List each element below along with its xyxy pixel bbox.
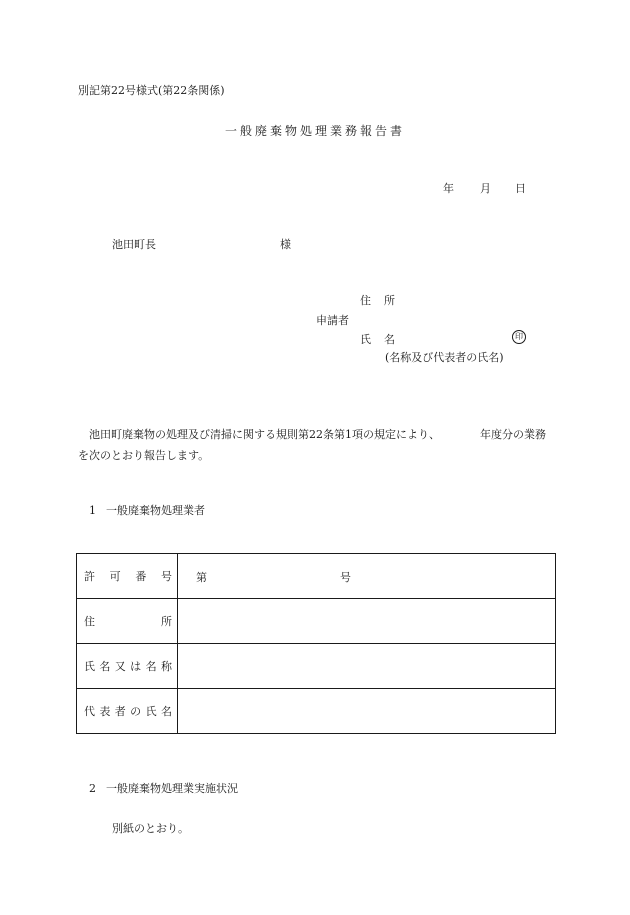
applicant-address-label-1: 住 (360, 294, 371, 307)
permit-number-label (77, 554, 178, 599)
section-2-heading (89, 780, 238, 796)
section-1-number: 1 (89, 504, 96, 517)
address-label (77, 599, 178, 644)
table-row (77, 644, 556, 689)
document-title: 一般廃棄物処理業務報告書 (224, 124, 405, 138)
label-char: は (130, 660, 142, 673)
label-char: 住 (84, 615, 95, 628)
report-statement-part-2: 年度分の業務を次のとおり報告します。 (78, 428, 546, 462)
date-day: 日 (515, 182, 526, 195)
addressee-honorific: 様 (280, 238, 291, 251)
report-statement (78, 424, 556, 466)
section-1-heading (89, 502, 205, 518)
label-char: 所 (161, 615, 172, 628)
representative-label (77, 689, 178, 734)
label-char: 名 (160, 705, 172, 718)
applicant-address-label-2: 所 (384, 294, 395, 307)
label-char: 名 (99, 660, 111, 673)
label-char: 許 (84, 570, 95, 583)
representative-field[interactable] (178, 689, 556, 734)
label-char: 又 (114, 660, 126, 673)
label-char: の (130, 705, 142, 718)
form-number-label: 別記第22号様式(第22条関係) (78, 84, 225, 97)
label-char: 名 (145, 660, 157, 673)
addressee-name: 池田町長 (112, 238, 156, 251)
label-char: 称 (160, 660, 172, 673)
applicant-name-note: (名称及び代表者の氏名) (385, 351, 504, 364)
seal-mark: 印 (512, 330, 526, 344)
label-char: 者 (114, 705, 126, 718)
address-field[interactable] (178, 599, 556, 644)
section-2-number: 2 (89, 782, 96, 795)
applicant-name-label-2: 名 (384, 333, 395, 346)
permit-number-suffix: 号 (340, 571, 351, 584)
date-year: 年 (443, 182, 454, 195)
table-row (77, 689, 556, 734)
name-field[interactable] (178, 644, 556, 689)
label-char: 番 (135, 570, 147, 583)
applicant-name-label-1: 氏 (360, 333, 371, 346)
section-1-title: 一般廃棄物処理業者 (106, 504, 205, 517)
permit-number-prefix: 第 (196, 571, 207, 584)
applicant-label: 申請者 (316, 314, 349, 327)
date-month: 月 (480, 182, 491, 195)
label-char: 表 (99, 705, 111, 718)
report-statement-part-1: 池田町廃棄物の処理及び清掃に関する規則第22条第1項の規定により、 (89, 428, 440, 441)
table-row (77, 554, 556, 599)
table-row (77, 599, 556, 644)
operator-info-table (76, 553, 556, 734)
label-char: 氏 (84, 660, 95, 673)
label-char: 号 (160, 570, 172, 583)
label-char: 氏 (145, 705, 157, 718)
label-char: 代 (84, 705, 95, 718)
label-char: 可 (109, 570, 121, 583)
section-2-note: 別紙のとおり。 (112, 822, 189, 835)
section-2-title: 一般廃棄物処理業実施状況 (106, 782, 238, 795)
permit-number-field[interactable] (178, 554, 556, 599)
name-label (77, 644, 178, 689)
